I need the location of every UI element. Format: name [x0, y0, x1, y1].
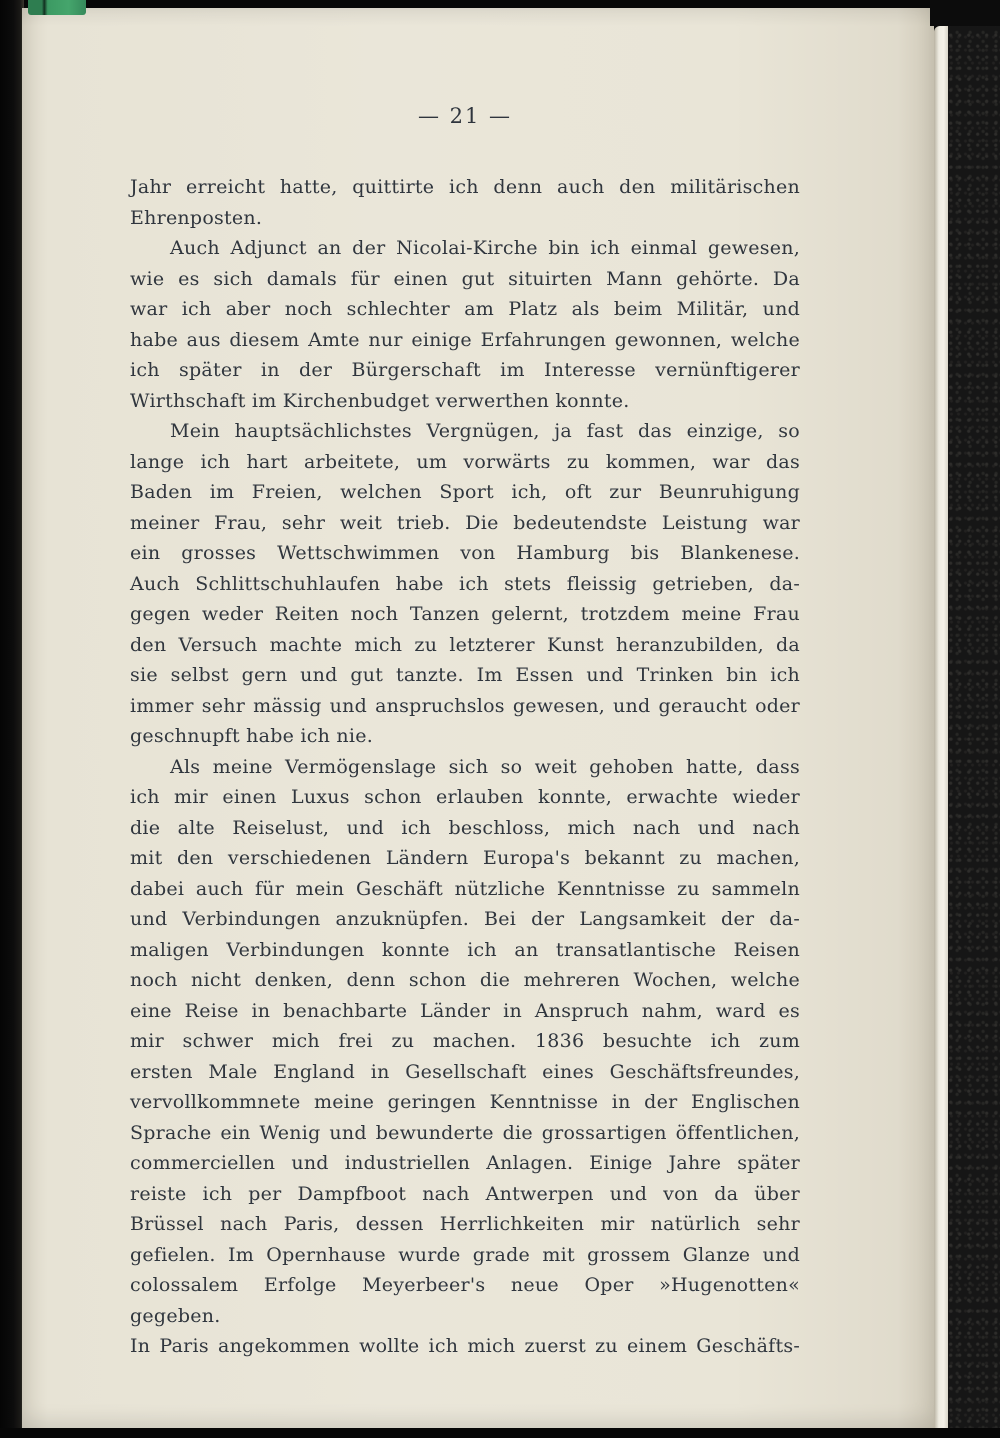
text-line: Baden im Freien, welchen Sport ich, oft zur Beunruhigung	[130, 481, 800, 503]
text-line: eine Reise in benachbarte Länder in Anspruch nahm, ward es	[130, 999, 800, 1022]
text-line: immer sehr mässig und anspruchslos gewesen, und geraucht oder	[130, 694, 800, 717]
text-line: habe aus diesem Amte nur einige Erfahrungen gewonnen, welche	[130, 328, 800, 351]
text-line: noch nicht denken, denn schon die mehreren Wochen, welche	[130, 969, 800, 991]
text-line: lange ich hart arbeitete, um vorwärts zu kommen, war das	[130, 450, 800, 473]
left-page-edge	[0, 0, 24, 1438]
text-line: ich mir einen Luxus schon erlauben konnte, erwachte wieder	[130, 786, 800, 808]
text-line: Jahr erreicht hatte, quittirte ich denn auch den militärischen	[130, 176, 800, 198]
cover-top-corner	[930, 0, 1000, 26]
paragraph	[130, 416, 800, 752]
text-line: geschnupft habe ich nie.	[130, 725, 373, 747]
text-line: Auch Schlittschuhlaufen habe ich stets fleissig getrieben, da-	[130, 572, 800, 595]
text-line: meiner Frau, sehr weit trieb. Die bedeutendste Leistung war	[130, 511, 800, 534]
text-line: die alte Reiselust, und ich beschloss, mich nach und nach	[130, 816, 800, 839]
text-line: ein grosses Wettschwimmen von Hamburg bis Blankenese.	[130, 542, 800, 564]
book-page	[22, 8, 934, 1430]
text-line: ich später in der Bürgerschaft im Interesse vernünftigerer	[130, 359, 800, 381]
text-line: gegen weder Reiten noch Tanzen gelernt, trotzdem meine Frau	[130, 603, 800, 625]
paragraph	[130, 233, 800, 416]
text-line: maligen Verbindungen konnte ich an transatlantische Reisen	[130, 938, 800, 961]
text-line: ersten Male England in Gesellschaft eines Geschäftsfreundes,	[130, 1060, 800, 1083]
green-tape-marker	[28, 0, 86, 15]
text-line: dabei auch für mein Geschäft nützliche Kenntnisse zu sammeln	[130, 877, 800, 900]
text-line: Als meine Vermögenslage sich so weit gehoben hatte, dass	[170, 755, 800, 778]
text-line: sie selbst gern und gut tanzte. Im Essen und Trinken bin ich	[130, 664, 800, 686]
text-line: Ehrenposten.	[130, 206, 263, 229]
text-line: war ich aber noch schlechter am Platz als beim Militär, und	[130, 298, 800, 320]
text-line: colossalem Erfolge Meyerbeer's neue Oper »Hugenotten« gegeben.	[130, 1274, 800, 1327]
text-line: mir schwer mich frei zu machen. 1836 besuchte ich zum	[130, 1030, 800, 1052]
page-text-block	[130, 172, 800, 1362]
text-line: vervollkommnete meine geringen Kenntnisse in der Englischen	[130, 1091, 800, 1113]
book-cover-edge	[948, 0, 1000, 1438]
paragraph	[130, 752, 800, 1362]
paragraph	[130, 172, 800, 233]
text-line: reiste ich per Dampfboot nach Antwerpen und von da über	[130, 1182, 800, 1205]
text-line: Sprache ein Wenig und bewunderte die grossartigen öffentlichen,	[130, 1121, 800, 1144]
scan-bottom-border	[0, 1428, 1000, 1438]
text-line: mit den verschiedenen Ländern Europa's bekannt zu machen,	[130, 847, 800, 869]
text-line: Wirthschaft im Kirchenbudget verwerthen konnte.	[130, 389, 630, 412]
text-line: Mein hauptsächlichstes Vergnügen, ja fast das einzige, so	[170, 420, 800, 442]
page-number: — 21 —	[417, 104, 513, 128]
text-line: gefielen. Im Opernhause wurde grade mit grossem Glanze und	[130, 1243, 800, 1266]
text-line: commerciellen und industriellen Anlagen. Einige Jahre später	[130, 1152, 800, 1174]
text-line: In Paris angekommen wollte ich mich zuerst zu einem Geschäfts-	[130, 1335, 800, 1357]
text-line: den Versuch machte mich zu letzterer Kunst heranzubilden, da	[130, 633, 800, 656]
text-line: Auch Adjunct an der Nicolai-Kirche bin ich einmal gewesen,	[170, 237, 800, 259]
text-line: und Verbindungen anzuknüpfen. Bei der Langsamkeit der da-	[130, 908, 800, 930]
text-line: wie es sich damals für einen gut situirten Mann gehörte. Da	[130, 267, 800, 290]
next-page-edge	[934, 26, 948, 1438]
text-line: Brüssel nach Paris, dessen Herrlichkeiten mir natürlich sehr	[130, 1213, 800, 1235]
